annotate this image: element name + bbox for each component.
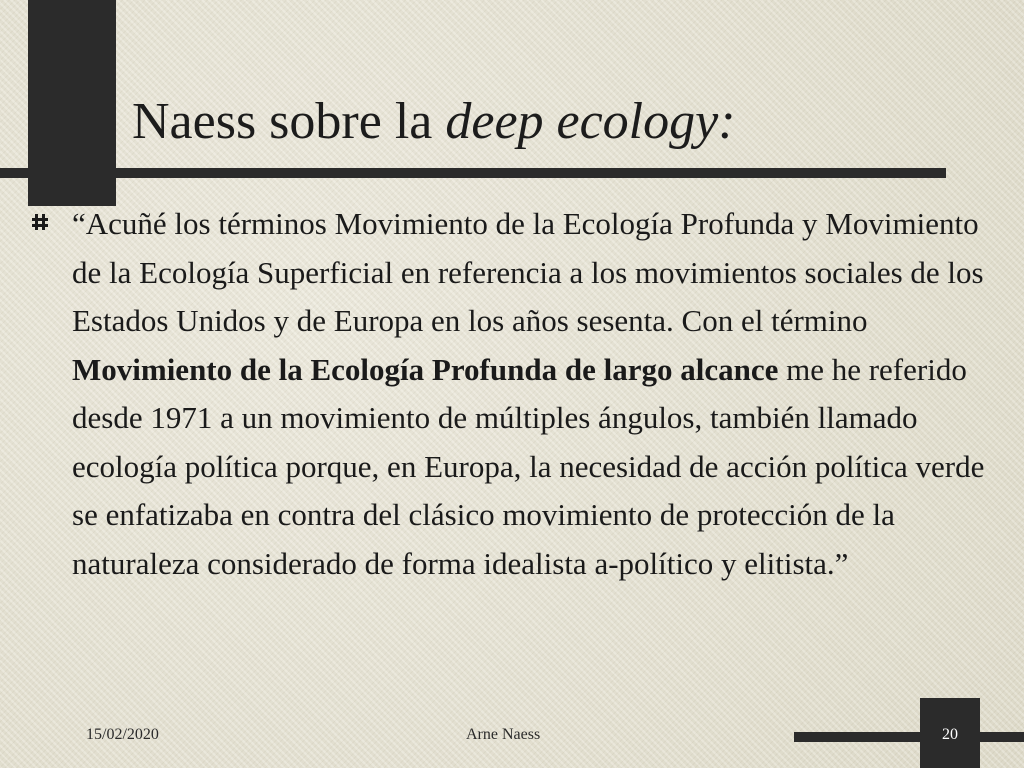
slide-title-normal: Naess sobre la (132, 93, 446, 150)
footer-author: Arne Naess (466, 726, 541, 743)
footer-page-number: 20 (942, 726, 958, 743)
title-underline-bar (0, 168, 946, 178)
hash-bullet-icon (32, 213, 48, 231)
body-text-bold: Movimiento de la Ecología Profunda de largo alcance (72, 351, 779, 387)
body-text-part1: “Acuñé los términos Movimiento de la Ecología Profunda y Movimiento de la Ecología Superficial en referencia a los movimientos sociales de los Estados Unidos y de Europa en los años sesenta. Con el término (72, 206, 984, 338)
slide-title-italic: deep ecology: (445, 93, 736, 150)
body-text-part2: me he referido desde 1971 a un movimiento de múltiples ángulos, también llamado ecología política porque, en Europa, la necesidad de acción política verde se enfatizaba en contra del clásico movimiento de protección de la naturaleza considerado de forma idealista a-político y elitista.” (72, 351, 985, 581)
slide-title (132, 86, 736, 158)
slide-body-paragraph (72, 200, 992, 588)
footer-date: 15/02/2020 (86, 726, 159, 743)
footer-decoration-bar (794, 732, 1024, 742)
